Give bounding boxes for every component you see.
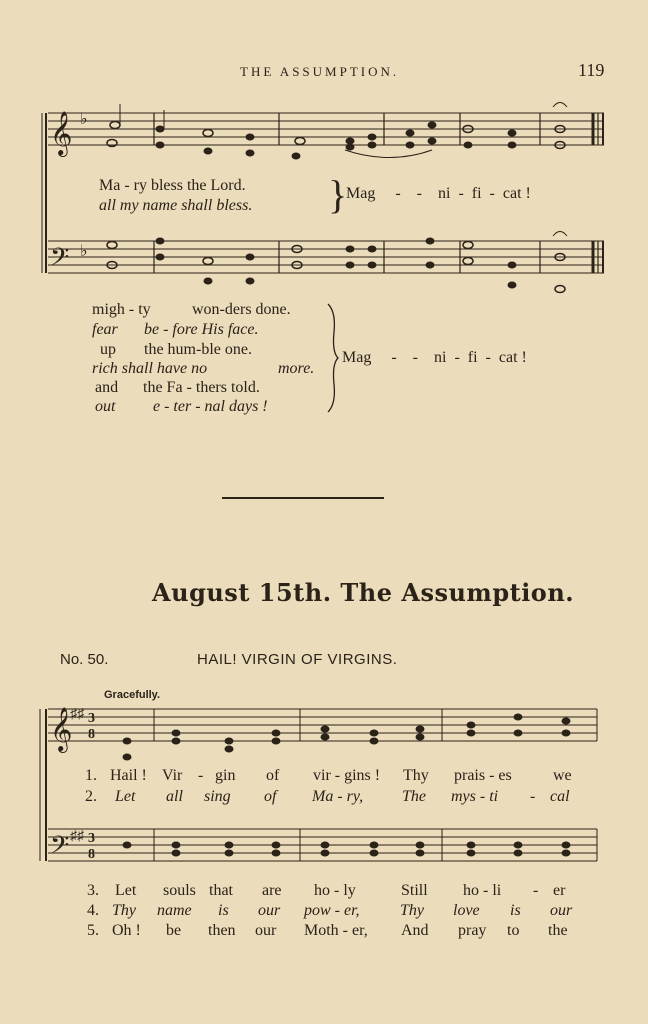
svg-text:♭: ♭ bbox=[80, 243, 88, 260]
bass-refrain: Mag - - ni - fi - cat ! bbox=[342, 349, 527, 366]
feast-heading: August 15th. The Assumption. bbox=[152, 578, 575, 607]
svg-text:3: 3 bbox=[88, 711, 95, 726]
svg-text:𝄢: 𝄢 bbox=[50, 243, 70, 278]
bass-lyric-line-3: up the hum-ble one. bbox=[100, 341, 252, 358]
svg-text:𝄞: 𝄞 bbox=[50, 707, 73, 751]
hymn-number: No. 50. bbox=[60, 651, 109, 668]
bass-lyric-line-4: rich shall have no more. bbox=[92, 360, 315, 377]
bass-lyric-line-1: migh - ty won-ders done. bbox=[92, 301, 291, 318]
svg-text:♯♯: ♯♯ bbox=[70, 707, 84, 722]
svg-text:♭: ♭ bbox=[80, 111, 88, 128]
bass-lyric-line-6: out e - ter - nal days ! bbox=[95, 398, 268, 415]
section-divider bbox=[222, 497, 384, 499]
page-number: 119 bbox=[578, 60, 605, 80]
treble-lyric-line-2: all my name shall bless. bbox=[99, 197, 253, 214]
svg-text:8: 8 bbox=[88, 847, 95, 862]
bass-staff-1 bbox=[48, 241, 604, 273]
svg-text:𝄞: 𝄞 bbox=[50, 111, 73, 155]
svg-text:𝄢: 𝄢 bbox=[50, 831, 70, 866]
treble-staff-1 bbox=[48, 113, 604, 145]
treble-lyric-line-1: Ma - ry bless the Lord. bbox=[99, 177, 246, 194]
treble-refrain: Mag - - ni - fi - cat ! bbox=[346, 185, 531, 202]
large-brace-icon bbox=[326, 302, 340, 414]
svg-text:3: 3 bbox=[88, 831, 95, 846]
bass-lyric-line-2: fear be - fore His face. bbox=[92, 321, 259, 338]
hymn-title: HAIL! VIRGIN OF VIRGINS. bbox=[197, 651, 398, 668]
brace-icon: } bbox=[328, 172, 348, 217]
tempo-marking: Gracefully. bbox=[104, 689, 161, 701]
bass-lyric-line-5: and the Fa - thers told. bbox=[95, 379, 260, 396]
svg-text:8: 8 bbox=[88, 727, 95, 742]
running-head: THE ASSUMPTION. bbox=[240, 64, 400, 79]
time-signature bbox=[88, 711, 95, 862]
svg-text:♯♯: ♯♯ bbox=[70, 829, 84, 844]
